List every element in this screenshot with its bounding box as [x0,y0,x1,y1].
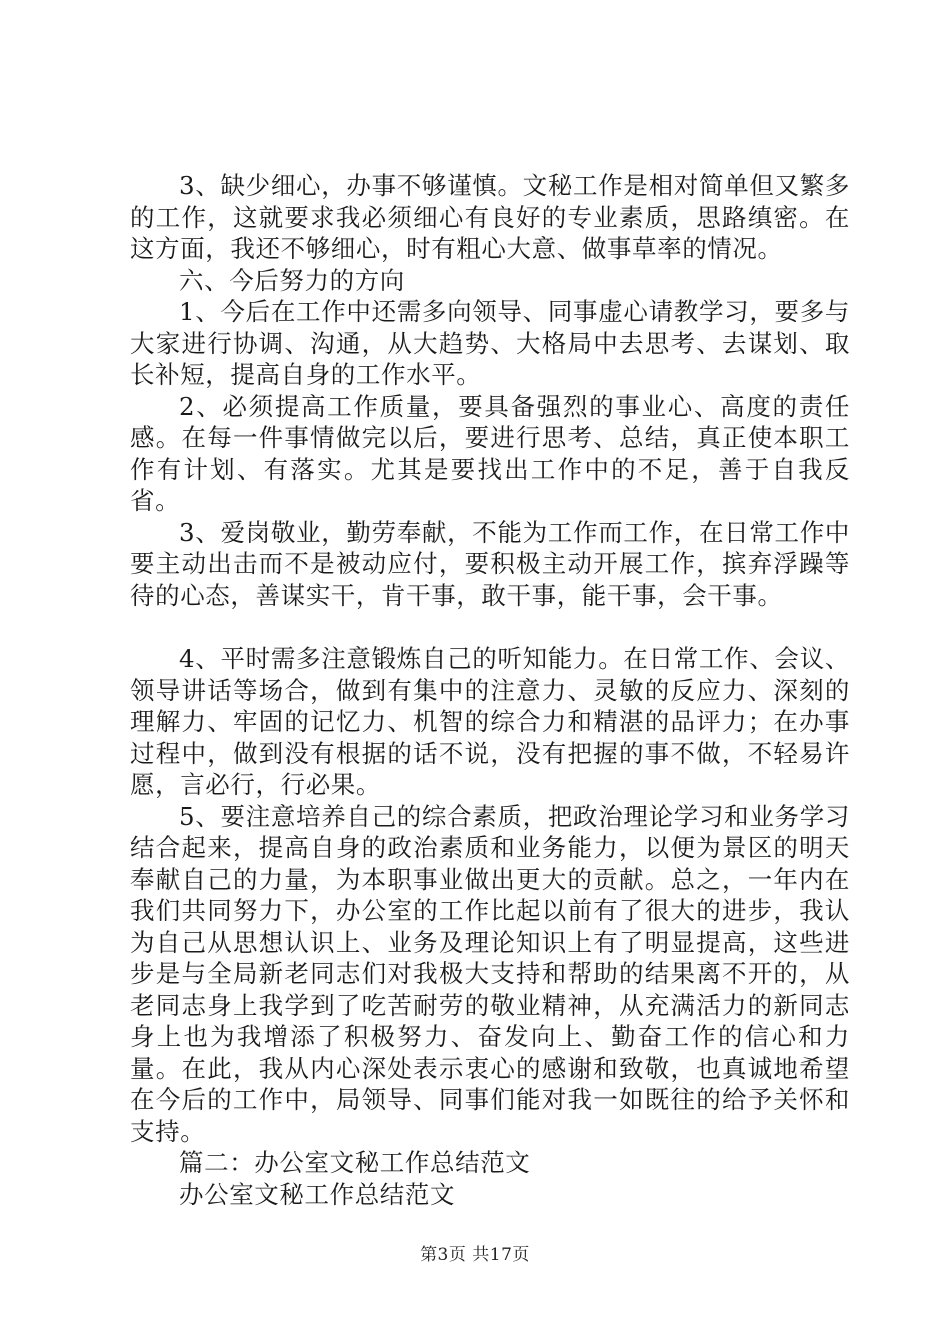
paragraph-gap [130,611,850,643]
paragraph-item-3-carelessness: 3、缺少细心，办事不够谨慎。文秘工作是相对简单但又繁多的工作，这就要求我必须细心有良好的专业素质，思路缜密。在这方面，我还不够细心，时有粗心大意、做事草率的情况。 [130,171,850,263]
paragraph-future-4: 4、平时需多注意锻炼自己的听知能力。在日常工作、会议、领导讲话等场合，做到有集中的注意力、灵敏的反应力、深刻的理解力、牢固的记忆力、机智的综合力和精湛的品评力；在办事过程中，做到没有根据的话不说，没有把握的事不做，不轻易许愿，言必行，行必果。 [130,644,850,799]
section-heading-future-direction: 六、今后努力的方向 [179,265,405,295]
paragraph-future-1: 1、今后在工作中还需多向领导、同事虚心请教学习，要多与大家进行协调、沟通，从大趋势、大格局中去思考、去谋划、取长补短，提高自身的工作水平。 [130,297,850,389]
page-number-footer: 第3页 共17页 [420,1245,530,1265]
paragraph-future-2: 2、必须提高工作质量，要具备强烈的事业心、高度的责任感。在每一件事情做完以后，要进行思考、总结，真正使本职工作有计划、有落实。尤其是要找出工作中的不足，善于自我反省。 [130,391,850,515]
chapter-heading-part-two: 篇二：办公室文秘工作总结范文 [179,1148,531,1177]
paragraph-future-3: 3、爱岗敬业，勤劳奉献，不能为工作而工作，在日常工作中要主动出击而不是被动应付，要积极主动开展工作，摈弃浮躁等待的心态，善谋实干，肯干事，敢干事，能干事，会干事。 [130,517,850,610]
document-body [130,170,850,1210]
chapter-title: 办公室文秘工作总结范文 [179,1179,456,1209]
paragraph-future-5: 5、要注意培养自己的综合素质，把政治理论学习和业务学习结合起来，提高自身的政治素质和业务能力，以便为景区的明天奉献自己的力量，为本职事业做出更大的贡献。总之，一年内在我们共同努力下，办公室的工作比起以前有了很大的进步，我认为自己从思想认识上、业务及理论知识上有了明显提高，这些进步是与全局新老同志们对我极大支持和帮助的结果离不开的，从老同志身上我学到了吃苦耐劳的敬业精神，从充满活力的新同志身上也为我增添了积极努力、奋发向上、勤奋工作的信心和力量。在此，我从内心深处表示衷心的感谢和致敬，也真诚地希望在今后的工作中，局领导、同事们能对我一如既往的给予关怀和支持。 [130,801,850,1146]
